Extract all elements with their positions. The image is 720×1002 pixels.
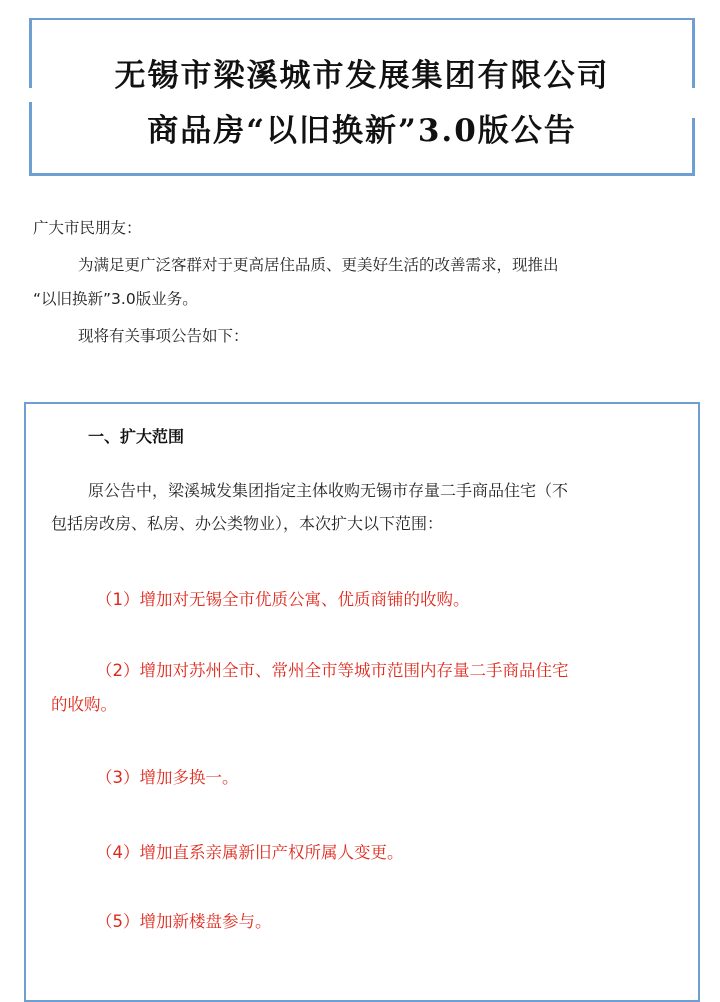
title-box-border-top [29,18,695,20]
intro-notice-line: 现将有关事项公告如下： [78,327,249,345]
intro-paragraph-line-2: “以旧换新”3.0版业务。 [33,290,198,308]
title-announcement-name: 商品房“以旧换新”3.0版公告 [147,113,577,149]
announcement-title-box [29,18,695,176]
scope-item-3: （3）增加多换一。 [96,768,239,787]
scope-item-2-continued: 的收购。 [51,695,117,714]
scope-item-4: （4）增加直系亲属新旧产权所属人变更。 [96,843,404,862]
section-body-line-1: 原公告中，梁溪城发集团指定主体收购无锡市存量二手商品住宅（不 [88,481,569,500]
scope-item-1: （1）增加对无锡全市优质公寓、优质商铺的收购。 [96,590,470,609]
scope-item-2: （2）增加对苏州全市、常州全市等城市范围内存量二手商品住宅 [96,661,569,680]
title-company-name: 无锡市梁溪城市发展集团有限公司 [114,58,610,94]
title-box-border-bottom [29,173,695,176]
intro-paragraph-line-1: 为满足更广泛客群对于更高居住品质、更美好生活的改善需求，现推出 [78,256,559,274]
greeting-text: 广大市民朋友： [33,219,142,237]
section-heading: 一、扩大范围 [88,427,185,446]
section-body-line-2: 包括房改房、私房、办公类物业），本次扩大以下范围： [51,514,444,533]
scope-item-5: （5）增加新楼盘参与。 [96,912,272,931]
